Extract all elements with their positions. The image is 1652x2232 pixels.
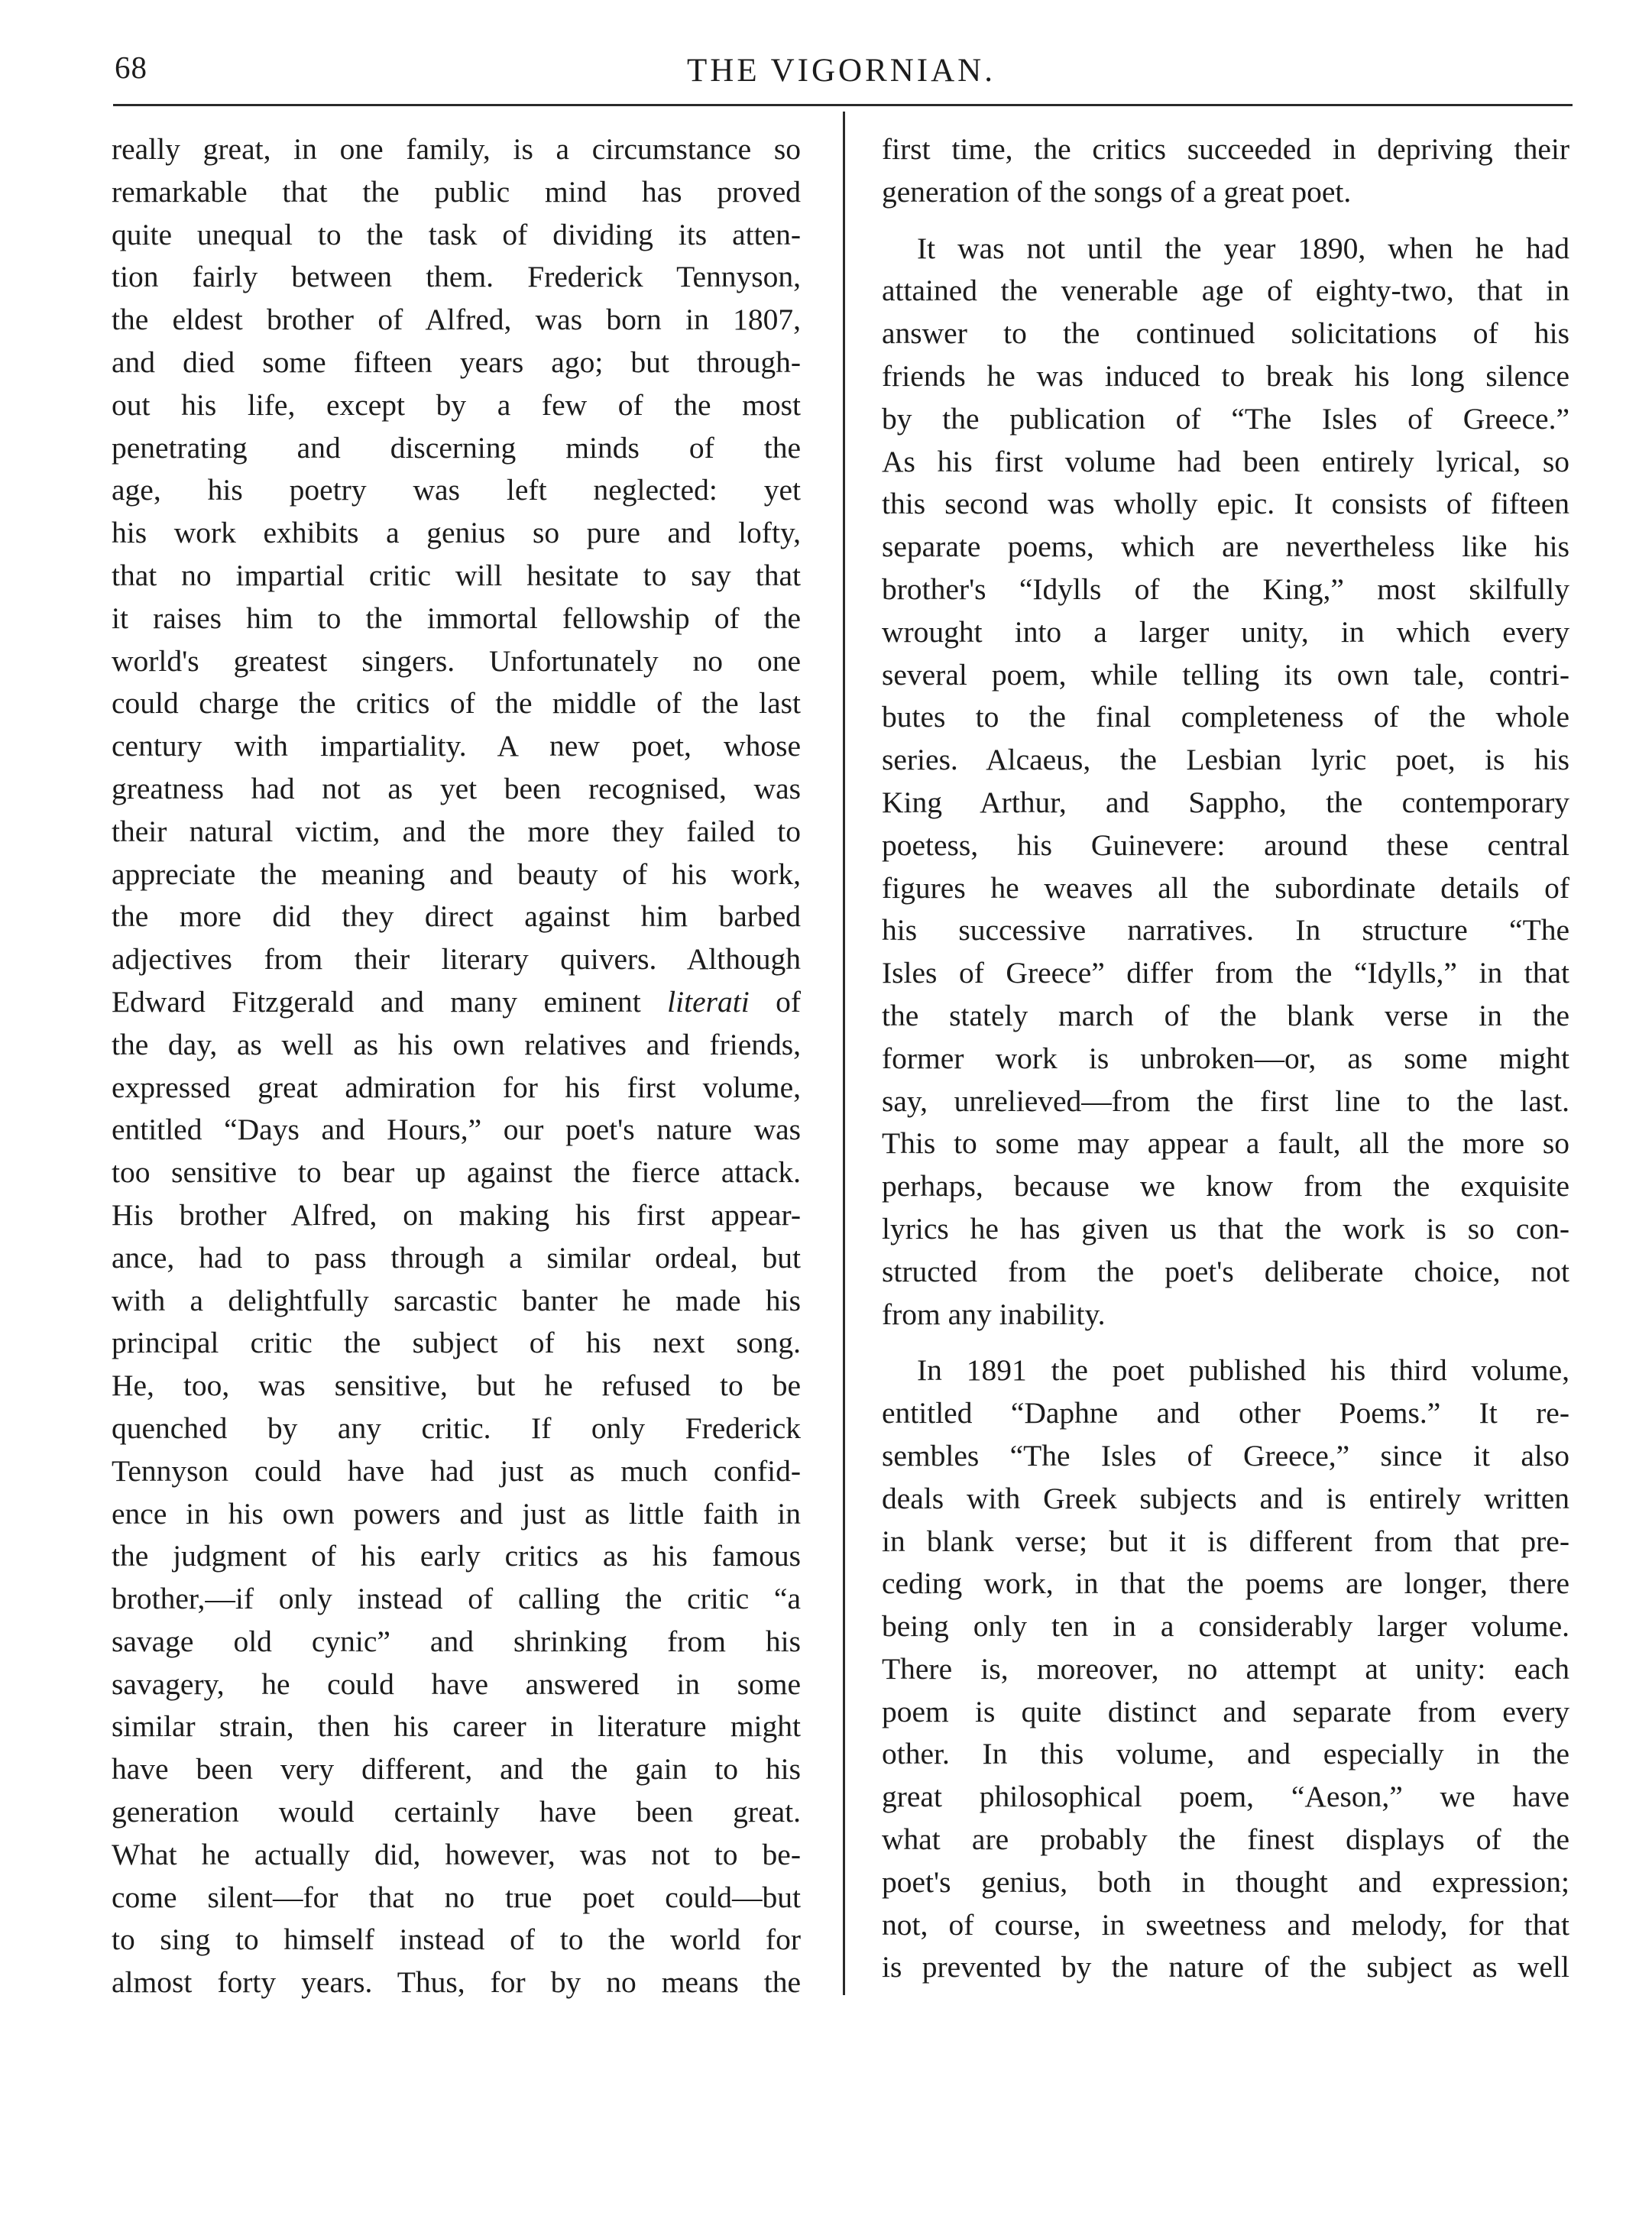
- text-line: butes to the final completeness of the whole: [882, 700, 1569, 734]
- text-line: attained the venerable age of eighty-two, that in: [882, 274, 1569, 308]
- text-line: have been very different, and the gain to his: [112, 1752, 801, 1787]
- text-line: It was not until the year 1890, when he had: [917, 231, 1569, 265]
- right-paragraph-2: [882, 228, 1569, 1336]
- text-line: wrought into a larger unity, in which every: [882, 614, 1569, 649]
- right-column: [882, 128, 1569, 1989]
- text-line: first time, the critics succeeded in depriving their: [882, 132, 1569, 166]
- text-line: say, unrelieved—from the first line to the last.: [882, 1084, 1569, 1118]
- text-line: age, his poetry was left neglected: yet: [112, 473, 801, 507]
- text-line: it raises him to the immortal fellowship of the: [112, 601, 801, 635]
- column-divider: [843, 112, 845, 1995]
- text-line: really great, in one family, is a circumstance so: [112, 132, 801, 166]
- text-line: century with impartiality. A new poet, whose: [112, 729, 801, 763]
- text-line: ceding work, in that the poems are longer, there: [882, 1566, 1569, 1601]
- text-line: He, too, was sensitive, but he refused to be: [112, 1369, 801, 1403]
- text-line: poem is quite distinct and separate from every: [882, 1694, 1569, 1728]
- text-line: quite unequal to the task of dividing its atten-: [112, 217, 801, 251]
- text-line: from any inability.: [882, 1297, 1106, 1331]
- text-line: savagery, he could have answered in some: [112, 1667, 801, 1701]
- text-line: sembles “The Isles of Greece,” since it also: [882, 1438, 1569, 1472]
- text-line: their natural victim, and the more they failed to: [112, 814, 801, 848]
- paragraph-gap: [882, 1336, 1569, 1349]
- text-line: not, of course, in sweetness and melody, for that: [882, 1907, 1569, 1942]
- text-line: entitled “Days and Hours,” our poet's nature was: [112, 1113, 801, 1147]
- text-line: almost forty years. Thus, for by no means the: [112, 1965, 801, 2000]
- text-line: Isles of Greece” differ from the “Idylls,” in that: [882, 956, 1569, 990]
- header-rule: [113, 104, 1573, 106]
- text-line: being only ten in a considerably larger volume.: [882, 1609, 1569, 1644]
- text-line: generation of the songs of a great poet.: [882, 174, 1352, 209]
- text-line: with a delightfully sarcastic banter he made his: [112, 1283, 801, 1317]
- left-column: [112, 128, 801, 2004]
- text-line: poet's genius, both in thought and expression;: [882, 1864, 1569, 1899]
- text-line: is prevented by the nature of the subject as well: [882, 1950, 1569, 1984]
- text-line: quenched by any critic. If only Frederick: [112, 1411, 801, 1445]
- text-line: As his first volume had been entirely lyrical, so: [882, 444, 1569, 478]
- text-line: could charge the critics of the middle of the last: [112, 686, 801, 721]
- text-line: friends he was induced to break his long silence: [882, 358, 1569, 393]
- text-line: the stately march of the blank verse in the: [882, 998, 1569, 1032]
- text-line: separate poems, which are nevertheless like his: [882, 530, 1569, 564]
- text-line: King Arthur, and Sappho, the contemporary: [882, 785, 1569, 819]
- text-line: greatness had not as yet been recognised, was: [112, 771, 801, 805]
- text-line: entitled “Daphne and other Poems.” It re-: [882, 1396, 1569, 1430]
- text-line: in blank verse; but it is different from that pre-: [882, 1524, 1569, 1558]
- text-line: the judgment of his early critics as his famous: [112, 1539, 801, 1573]
- text-line: great philosophical poem, “Aeson,” we have: [882, 1780, 1569, 1814]
- text-line: former work is unbroken—or, as some might: [882, 1041, 1569, 1075]
- text-line: generation would certainly have been great.: [112, 1795, 801, 1829]
- text-line: series. Alcaeus, the Lesbian lyric poet, is his: [882, 743, 1569, 777]
- text-line: savage old cynic” and shrinking from his: [112, 1624, 801, 1658]
- text-line: his successive narratives. In structure “The: [882, 913, 1569, 948]
- text-line: Edward Fitzgerald and many eminent literati of: [112, 984, 802, 1019]
- text-line: penetrating and discerning minds of the: [112, 430, 801, 465]
- text-line: the eldest brother of Alfred, was born in 1807,: [112, 303, 801, 337]
- text-line: answer to the continued solicitations of his: [882, 316, 1569, 351]
- text-line: too sensitive to bear up against the fierce attack.: [112, 1155, 801, 1190]
- text-line: world's greatest singers. Unfortunately no one: [112, 643, 801, 678]
- text-line: deals with Greek subjects and is entirely written: [882, 1481, 1569, 1515]
- text-line: that no impartial critic will hesitate to say that: [112, 558, 801, 592]
- paragraph-gap: [882, 214, 1569, 228]
- text-line: what are probably the finest displays of the: [882, 1822, 1569, 1857]
- running-title: THE VIGORNIAN.: [687, 53, 996, 89]
- text-line: What he actually did, however, was not to be-: [112, 1837, 801, 1871]
- text-line: Tennyson could have had just as much confid-: [112, 1453, 801, 1488]
- text-line: appreciate the meaning and beauty of his work,: [112, 857, 801, 891]
- page-number: 68: [115, 50, 147, 85]
- left-paragraph: [112, 128, 801, 2004]
- text-line: come silent—for that no true poet could—but: [112, 1880, 801, 1914]
- text-line: In 1891 the poet published his third volume,: [917, 1353, 1569, 1388]
- text-line: perhaps, because we know from the exquisite: [882, 1169, 1569, 1203]
- text-line: expressed great admiration for his first volume,: [112, 1070, 801, 1104]
- text-line: and died some fifteen years ago; but through-: [112, 345, 801, 379]
- text-line: structed from the poet's deliberate choice, not: [882, 1254, 1569, 1288]
- text-line: This to some may appear a fault, all the more so: [882, 1126, 1569, 1161]
- text-line: this second was wholly epic. It consists of fifteen: [882, 487, 1569, 521]
- text-line: ence in his own powers and just as little faith in: [112, 1496, 801, 1531]
- right-paragraph-1: [882, 128, 1569, 214]
- text-line: by the publication of “The Isles of Greece.”: [882, 401, 1569, 436]
- text-line: remarkable that the public mind has proved: [112, 174, 801, 209]
- text-line: principal critic the subject of his next song.: [112, 1326, 801, 1360]
- text-line: lyrics he has given us that the work is so con-: [882, 1211, 1569, 1246]
- text-line: out his life, except by a few of the most: [112, 387, 801, 422]
- text-line: to sing to himself instead of to the world for: [112, 1923, 801, 1957]
- text-line: tion fairly between them. Frederick Tennyson,: [112, 260, 801, 294]
- text-line: ance, had to pass through a similar ordeal, but: [112, 1240, 801, 1275]
- text-line: figures he weaves all the subordinate details of: [882, 870, 1569, 905]
- text-line: adjectives from their literary quivers. Although: [112, 942, 801, 977]
- text-line: several poem, while telling its own tale, contri-: [882, 657, 1569, 692]
- text-line: similar strain, then his career in literature might: [112, 1709, 801, 1744]
- text-line: brother,—if only instead of calling the critic “a: [112, 1582, 801, 1616]
- text-line: the day, as well as his own relatives and friends,: [112, 1027, 801, 1061]
- text-line: There is, moreover, no attempt at unity: each: [882, 1651, 1569, 1686]
- text-line: His brother Alfred, on making his first appear-: [112, 1197, 801, 1232]
- text-line: the more did they direct against him barbed: [112, 899, 801, 934]
- text-line: poetess, his Guinevere: around these central: [882, 828, 1569, 862]
- text-line: other. In this volume, and especially in the: [882, 1737, 1569, 1771]
- text-line: brother's “Idylls of the King,” most skilfully: [882, 572, 1569, 606]
- right-paragraph-3: [882, 1349, 1569, 1989]
- text-line: his work exhibits a genius so pure and lofty,: [112, 516, 801, 550]
